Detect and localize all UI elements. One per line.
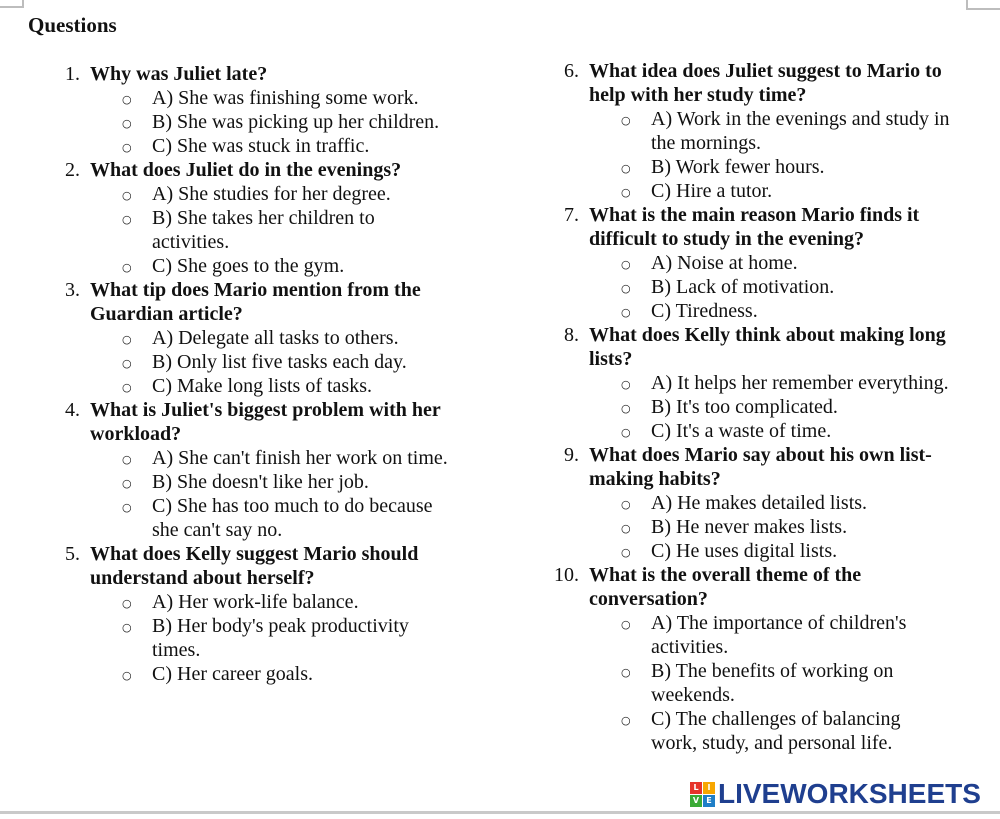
- bullet-circle-icon: ○: [122, 333, 132, 346]
- bullet-circle-icon: ○: [122, 381, 132, 394]
- bullet-circle-icon: ○: [122, 189, 132, 202]
- question-number: 8.: [564, 324, 579, 346]
- option-text: A) Her work-life balance.: [152, 591, 359, 613]
- option-text: B) Her body's peak productivity: [152, 615, 409, 637]
- question-text: What does Juliet do in the evenings?: [90, 159, 402, 181]
- question-number: 6.: [564, 60, 579, 82]
- option-text: C) She was stuck in traffic.: [152, 135, 370, 157]
- question-number: 2.: [65, 159, 80, 181]
- bullet-circle-icon: ○: [122, 669, 132, 682]
- question-number: 9.: [564, 444, 579, 466]
- bullet-circle-icon: ○: [122, 357, 132, 370]
- question-number: 10.: [554, 564, 579, 586]
- page-title: Questions: [28, 13, 117, 37]
- question-text: difficult to study in the evening?: [589, 228, 865, 250]
- bullet-circle-icon: ○: [621, 186, 631, 199]
- question-text: What is Juliet's biggest problem with her: [90, 399, 441, 421]
- question-text: What does Kelly think about making long: [589, 324, 946, 346]
- option-text: A) It helps her remember everything.: [651, 372, 949, 394]
- option-text: C) Tiredness.: [651, 300, 758, 322]
- option-text: she can't say no.: [152, 519, 283, 541]
- option-text: C) Hire a tutor.: [651, 180, 773, 202]
- question-text: What is the main reason Mario finds it: [589, 204, 920, 226]
- option-text: C) Make long lists of tasks.: [152, 375, 372, 397]
- option-text: C) The challenges of balancing: [651, 708, 901, 730]
- option-text: C) It's a waste of time.: [651, 420, 832, 442]
- question-text: Guardian article?: [90, 303, 243, 325]
- bullet-circle-icon: ○: [621, 162, 631, 175]
- option-text: C) Her career goals.: [152, 663, 314, 685]
- bullet-circle-icon: ○: [621, 378, 631, 391]
- question-text: What idea does Juliet suggest to Mario to: [589, 60, 942, 82]
- bullet-circle-icon: ○: [621, 618, 631, 631]
- bullet-circle-icon: ○: [621, 402, 631, 415]
- option-text: A) She was finishing some work.: [152, 87, 419, 109]
- option-text: B) It's too complicated.: [651, 396, 838, 418]
- question-text: help with her study time?: [589, 84, 807, 106]
- question-text: conversation?: [589, 588, 708, 610]
- logo-letter: L: [690, 782, 702, 794]
- bullet-circle-icon: ○: [621, 114, 631, 127]
- question-text: What tip does Mario mention from the: [90, 279, 421, 301]
- bullet-circle-icon: ○: [122, 453, 132, 466]
- option-text: activities.: [152, 231, 230, 253]
- bullet-circle-icon: ○: [122, 93, 132, 106]
- logo-grid-icon: [690, 782, 715, 807]
- option-text: A) Delegate all tasks to others.: [152, 327, 399, 349]
- bullet-circle-icon: ○: [621, 714, 631, 727]
- liveworksheets-logo: [690, 779, 981, 809]
- option-text: C) She has too much to do because: [152, 495, 433, 517]
- option-text: B) She takes her children to: [152, 207, 375, 229]
- brand-name: LIVEWORKSHEETS: [718, 778, 981, 809]
- page-corner-mark-right: [966, 0, 1000, 10]
- bullet-circle-icon: ○: [621, 282, 631, 295]
- option-text: B) Only list five tasks each day.: [152, 351, 407, 373]
- logo-letter: E: [703, 795, 715, 807]
- footer-divider: [0, 811, 1000, 814]
- bullet-circle-icon: ○: [122, 501, 132, 514]
- logo-letter: V: [690, 795, 702, 807]
- option-text: C) She goes to the gym.: [152, 255, 345, 277]
- option-text: B) The benefits of working on: [651, 660, 894, 682]
- bullet-circle-icon: ○: [122, 621, 132, 634]
- option-text: C) He uses digital lists.: [651, 540, 838, 562]
- option-text: A) He makes detailed lists.: [651, 492, 868, 514]
- bullet-circle-icon: ○: [621, 666, 631, 679]
- bullet-circle-icon: ○: [122, 213, 132, 226]
- question-number: 5.: [65, 543, 80, 565]
- option-text: the mornings.: [651, 132, 761, 154]
- bullet-circle-icon: ○: [621, 426, 631, 439]
- option-text: B) Lack of motivation.: [651, 276, 835, 298]
- question-number: 1.: [65, 63, 80, 85]
- bullet-circle-icon: ○: [621, 546, 631, 559]
- question-text: What is the overall theme of the: [589, 564, 862, 586]
- question-number: 4.: [65, 399, 80, 421]
- option-text: B) Work fewer hours.: [651, 156, 825, 178]
- logo-letter: I: [703, 782, 715, 794]
- bullet-circle-icon: ○: [621, 498, 631, 511]
- bullet-circle-icon: ○: [122, 477, 132, 490]
- bullet-circle-icon: ○: [122, 261, 132, 274]
- question-text: lists?: [589, 348, 633, 370]
- option-text: activities.: [651, 636, 729, 658]
- option-text: A) The importance of children's: [651, 612, 907, 634]
- bullet-circle-icon: ○: [122, 141, 132, 154]
- question-number: 7.: [564, 204, 579, 226]
- question-text: What does Mario say about his own list-: [589, 444, 932, 466]
- bullet-circle-icon: ○: [621, 258, 631, 271]
- option-text: A) Noise at home.: [651, 252, 798, 274]
- question-text: understand about herself?: [90, 567, 315, 589]
- option-text: times.: [152, 639, 201, 661]
- option-text: B) He never makes lists.: [651, 516, 848, 538]
- page-corner-mark-left: [0, 0, 24, 8]
- bullet-circle-icon: ○: [122, 597, 132, 610]
- option-text: work, study, and personal life.: [651, 732, 893, 754]
- bullet-circle-icon: ○: [122, 117, 132, 130]
- question-text: Why was Juliet late?: [90, 63, 268, 85]
- option-text: B) She doesn't like her job.: [152, 471, 369, 493]
- option-text: A) She studies for her degree.: [152, 183, 391, 205]
- question-text: making habits?: [589, 468, 721, 490]
- bullet-circle-icon: ○: [621, 522, 631, 535]
- question-text: workload?: [90, 423, 182, 445]
- option-text: A) She can't finish her work on time.: [152, 447, 448, 469]
- question-text: What does Kelly suggest Mario should: [90, 543, 419, 565]
- option-text: A) Work in the evenings and study in: [651, 108, 950, 130]
- option-text: weekends.: [651, 684, 735, 706]
- question-number: 3.: [65, 279, 80, 301]
- bullet-circle-icon: ○: [621, 306, 631, 319]
- option-text: B) She was picking up her children.: [152, 111, 440, 133]
